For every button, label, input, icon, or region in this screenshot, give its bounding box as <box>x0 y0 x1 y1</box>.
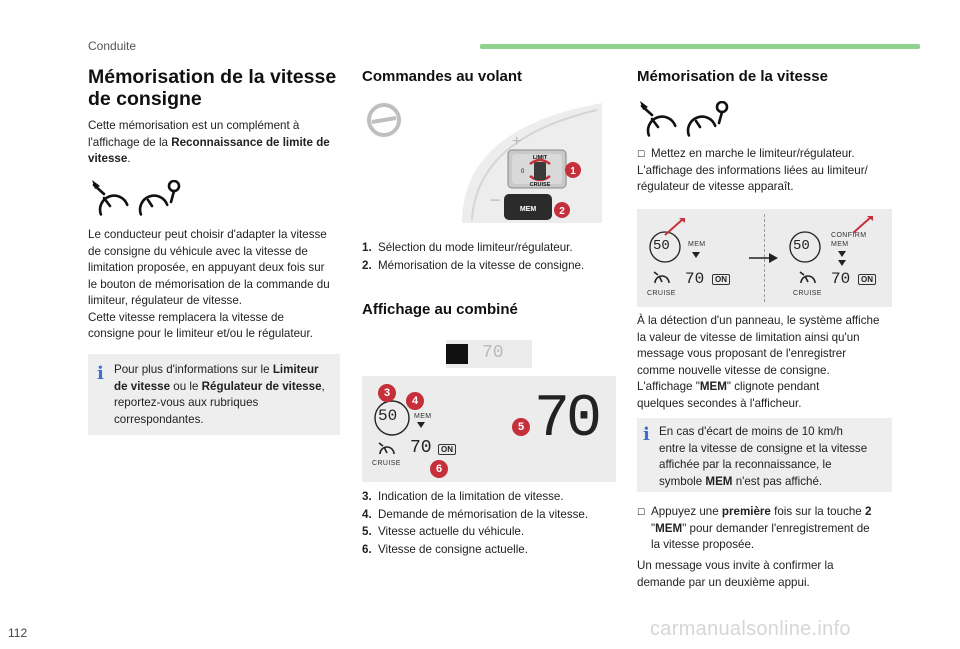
transition-arrow-icon <box>749 251 779 265</box>
heading-cluster-display: Affichage au combiné <box>362 301 518 318</box>
info-b2: Régulateur de vitesse <box>201 379 322 393</box>
cluster-display-illustration <box>362 376 616 482</box>
info-t1: Pour plus d'informations sur le <box>114 363 273 376</box>
limit-value-left: 50 <box>653 238 670 254</box>
body-line: limiteur, régulateur de vitesse. <box>88 294 243 307</box>
detect-line: À la détection d'un panneau, le système affiche <box>637 314 880 327</box>
callout-6: 6 <box>430 460 448 478</box>
intro-bold: Reconnaissance de limite de vitesse <box>88 135 330 165</box>
display-bold: MEM <box>699 380 727 393</box>
on-badge-left: ON <box>712 274 730 285</box>
display-line <box>637 379 899 396</box>
limit-value: 50 <box>378 407 398 425</box>
display-text-b: " clignote pendant <box>726 380 820 393</box>
mem-indicator-left: MEM <box>688 241 706 248</box>
step-2-a: Appuyez une <box>651 505 722 518</box>
page-number: 112 <box>8 626 28 640</box>
step-checkbox-icon: ☐ <box>637 507 646 517</box>
final-line: Un message vous invite à confirmer la <box>637 559 834 572</box>
intro-paragraph <box>88 118 343 168</box>
callout-1: 1 <box>570 166 576 177</box>
step-2-line <box>637 521 899 538</box>
set-speed-value: 70 <box>410 438 432 458</box>
detect-line: message vous proposant de l'enregistrer <box>637 347 847 360</box>
cruise-gauge-icon-left <box>653 271 671 285</box>
callout-3: 3 <box>378 384 396 402</box>
info-b1: Limiteur de vitesse <box>114 363 319 393</box>
step-1-text: Mettez en marche le limiteur/régulateur. <box>651 147 855 160</box>
item-text: Vitesse actuelle du véhicule. <box>378 525 525 538</box>
item-text: Demande de mémorisation de la vitesse. <box>378 507 589 521</box>
callout-4: 4 <box>406 392 424 410</box>
steering-controls-list <box>362 239 612 274</box>
step-2-paragraph <box>637 504 899 554</box>
current-speed-value: 70 <box>534 386 599 454</box>
display-line-c: quelques secondes à l'afficheur. <box>637 396 802 410</box>
cluster-mini-display <box>446 340 532 368</box>
title-line-2: de consigne <box>88 88 202 110</box>
item-number: 5. <box>362 525 372 538</box>
cruise-gauge-icon-right <box>799 271 817 285</box>
mem-arrow-icon-left <box>692 252 700 258</box>
detection-paragraph <box>637 313 899 412</box>
mini-display-dark-area <box>446 344 468 364</box>
info-t2: ou le <box>170 379 202 393</box>
section-label: Conduite <box>88 39 137 53</box>
list-item <box>362 488 617 506</box>
intro-text-a: Cette mémorisation est un complément à <box>88 119 300 132</box>
info-line: entre la vitesse de consigne et la vitesse <box>659 441 868 455</box>
confirm-indicator: CONFIRM <box>831 232 867 239</box>
step-2-b: première <box>721 505 771 518</box>
step-2-line <box>637 504 899 521</box>
step-1-line: L'affichage des informations liées au limiteur/ <box>637 163 868 177</box>
on-badge-right: ON <box>858 274 876 285</box>
info-line: affichée par la reconnaissance, le <box>659 458 832 471</box>
on-badge: ON <box>438 444 456 455</box>
info-icon: i <box>97 363 104 384</box>
display-text-a: L'affichage " <box>637 380 700 393</box>
cruise-indicator-left: CRUISE <box>647 290 676 297</box>
plus-button-label: + <box>512 133 522 150</box>
step-checkbox-icon: ☐ <box>637 149 646 159</box>
intro-text-b: l'affichage de la <box>88 135 172 149</box>
info-icon: i <box>643 424 650 445</box>
memorisation-display-illustration <box>637 209 892 307</box>
step-2-g: " pour demander l'enregistrement de <box>682 521 870 535</box>
info-l4c: n'est pas affiché. <box>732 474 823 488</box>
step-2-e: " <box>651 521 656 535</box>
item-number: 2. <box>362 258 372 272</box>
warning-slash-icon-left <box>659 217 687 237</box>
item-text: Indication de la limitation de vitesse. <box>378 490 564 503</box>
step-2-d: 2 <box>864 505 872 518</box>
body-line: Le conducteur peut choisir d'adapter la vitesse <box>88 228 327 241</box>
body-paragraph <box>88 227 348 343</box>
off-label: 0 <box>521 169 525 175</box>
info-box-mem <box>637 418 892 492</box>
item-number: 6. <box>362 542 372 556</box>
cruise-label: CRUISE <box>529 182 551 188</box>
mini-display-speed: 70 <box>482 343 504 363</box>
body-line: consigne pour le limiteur et/ou le régulateur. <box>88 327 313 340</box>
callout-5: 5 <box>512 418 530 436</box>
mem-arrow-icon <box>417 422 425 428</box>
cruise-gauge-icon <box>378 442 396 456</box>
info-line: En cas d'écart de moins de 10 km/h <box>659 425 843 438</box>
list-item <box>362 541 617 559</box>
info-line <box>659 474 884 491</box>
cruise-indicator-right: CRUISE <box>793 290 822 297</box>
limit-value-right: 50 <box>793 238 810 254</box>
mem-indicator: MEM <box>414 413 432 420</box>
body-line: limitation proposée, en appuyant deux fois sur <box>88 261 325 274</box>
page-title <box>88 66 358 110</box>
step-2-c: fois sur la touche <box>770 505 865 518</box>
warning-slash-icon-right <box>847 215 875 235</box>
list-item <box>362 239 612 257</box>
info-l4a: symbole <box>659 474 706 488</box>
speed-limiter-regulator-icons-2 <box>640 101 735 143</box>
mem-arrow-icon-right-2 <box>838 260 846 266</box>
item-text: Vitesse de consigne actuelle. <box>378 542 528 556</box>
info-l4b: MEM <box>705 474 733 488</box>
detect-line: comme nouvelle vitesse de consigne. <box>637 363 830 377</box>
set-speed-right: 70 <box>831 270 851 288</box>
step-1-paragraph <box>637 146 897 196</box>
mem-button-label: MEM <box>519 206 537 213</box>
info-text <box>114 362 326 428</box>
list-item <box>362 506 617 524</box>
item-number: 1. <box>362 241 372 254</box>
final-line: demande par un deuxième appui. <box>637 575 810 589</box>
final-paragraph <box>637 558 899 591</box>
list-item <box>362 257 612 275</box>
minus-button-label: − <box>490 190 501 210</box>
info-t3: , reportez-vous aux rubriques correspondantes. <box>114 379 325 426</box>
intro-end: . <box>127 152 131 165</box>
body-line: de consigne du véhicule avec la vitesse de <box>88 244 308 258</box>
info-mem-text <box>659 424 884 490</box>
body-line: Cette vitesse remplacera la vitesse de <box>88 310 284 324</box>
limit-label: LIMIT <box>532 155 548 161</box>
section-rule <box>480 44 920 49</box>
set-speed-left: 70 <box>685 270 705 288</box>
mem-arrow-icon-right-1 <box>838 251 846 257</box>
item-text: Sélection du mode limiteur/régulateur. <box>378 241 573 254</box>
step-1-line: régulateur de vitesse apparaît. <box>637 180 794 193</box>
step-1-line <box>637 146 897 163</box>
steering-wheel-controls-illustration <box>362 98 607 230</box>
body-line: le bouton de mémorisation de la commande du <box>88 277 330 291</box>
heading-speed-memorisation: Mémorisation de la vitesse <box>637 68 828 85</box>
item-number: 4. <box>362 507 372 521</box>
heading-steering-controls: Commandes au volant <box>362 68 523 85</box>
detect-line: la valeur de vitesse de limitation ainsi qu'un <box>637 330 860 344</box>
item-number: 3. <box>362 490 372 503</box>
speed-limiter-regulator-icons <box>92 180 187 222</box>
watermark: carmanualsonline.info <box>650 618 851 640</box>
item-text: Mémorisation de la vitesse de consigne. <box>378 258 585 272</box>
cluster-display-list <box>362 488 617 558</box>
mem-indicator-right: MEM <box>831 241 849 248</box>
step-2-f: MEM <box>655 521 683 535</box>
step-2-line: la vitesse proposée. <box>651 538 755 551</box>
title-line-1: Mémorisation de la vitesse <box>88 66 337 88</box>
list-item <box>362 523 617 541</box>
cruise-indicator: CRUISE <box>372 460 401 467</box>
callout-2: 2 <box>559 206 565 217</box>
info-box-limiter <box>88 354 340 435</box>
